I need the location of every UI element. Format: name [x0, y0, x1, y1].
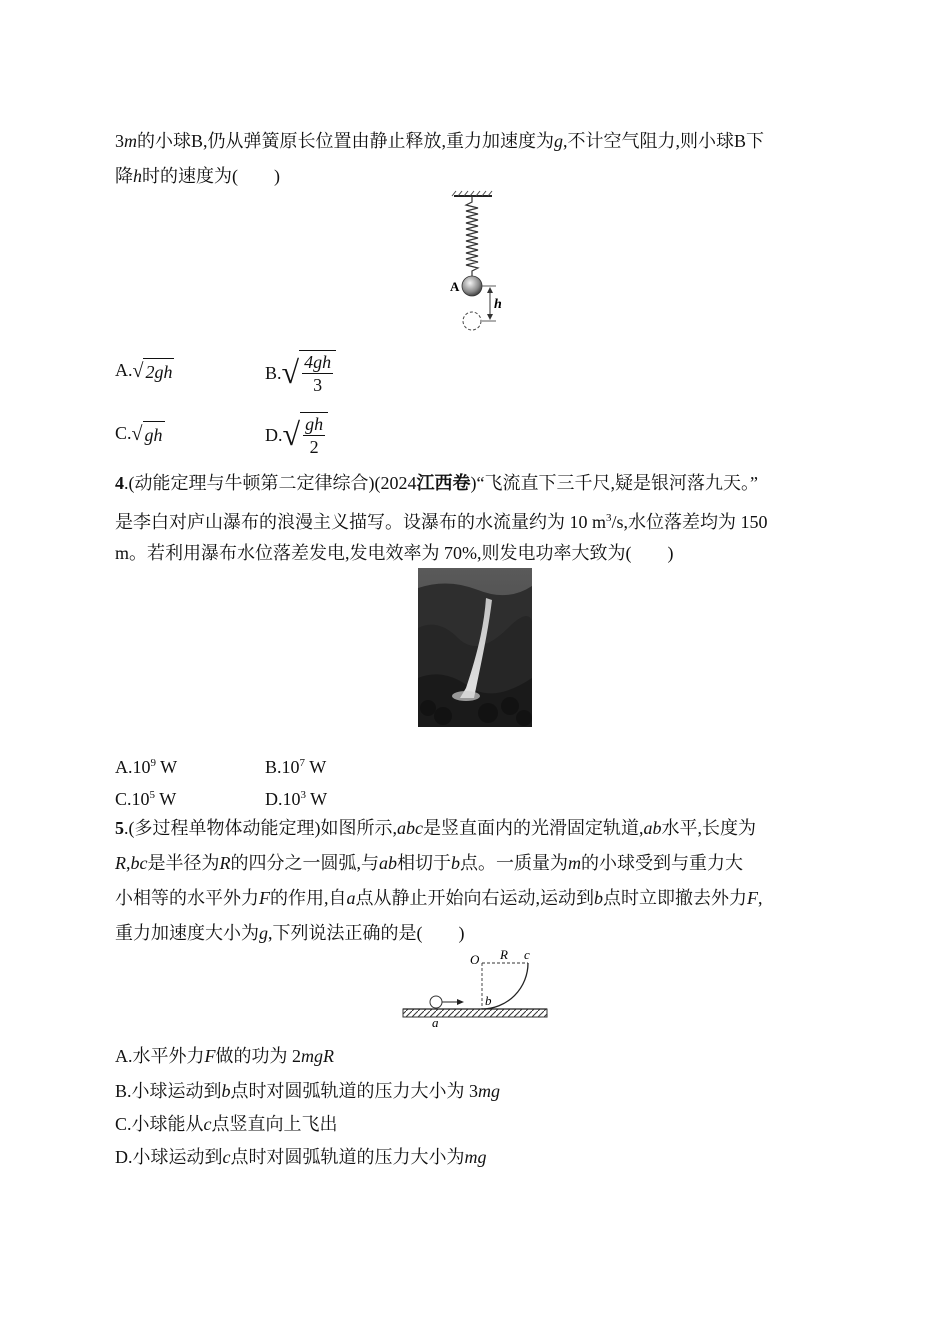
q5-text: 点从静止开始向右运动,运动到: [355, 888, 594, 908]
q3-stem-line-2: [115, 163, 280, 189]
q5-var: abc: [397, 818, 423, 838]
force-arrow-icon: [457, 999, 464, 1005]
q5-option-a[interactable]: [115, 1043, 334, 1069]
q5-text: 是竖直面内的光滑固定轨道,: [423, 818, 644, 838]
q5-var: R: [219, 853, 231, 873]
q5-var: bc: [130, 853, 148, 873]
q5-option-d[interactable]: [115, 1144, 487, 1170]
option-text: B.小球运动到: [115, 1081, 222, 1101]
option-unit: W: [155, 789, 177, 809]
q4-text: )“飞流直下三千尺,疑是银河落九天。”: [470, 473, 758, 493]
q4-option-b[interactable]: [265, 750, 326, 780]
fraction-denominator: 3: [313, 375, 323, 395]
q5-text: .(多过程单物体动能定理)如图所示,: [124, 818, 397, 838]
q5-option-b[interactable]: [115, 1078, 500, 1104]
q4-option-d[interactable]: [265, 782, 327, 812]
q3-option-c[interactable]: [115, 420, 165, 448]
label-h: h: [494, 297, 502, 312]
q5-var: F: [259, 888, 270, 908]
q3-text: 降: [115, 166, 133, 186]
q4-text: .(动能定理与牛顿第二定律综合)(2024: [124, 473, 417, 493]
option-var: F: [204, 1046, 216, 1066]
q5-text: 的小球受到与重力大: [581, 853, 743, 873]
q5-text: 是半径为: [147, 853, 220, 873]
q5-var: ab: [379, 853, 397, 873]
option-label: A.: [115, 360, 133, 380]
q5-text: ,: [126, 853, 131, 873]
q5-stem-line-1: [115, 815, 756, 841]
radicand: 2gh: [143, 358, 174, 385]
q5-text: 重力加速度大小为: [115, 923, 259, 943]
option-text: D.小球运动到: [115, 1147, 223, 1167]
option-var: c: [222, 1147, 231, 1167]
label-a: a: [432, 1015, 439, 1030]
option-exponent: 5: [149, 789, 156, 801]
ground: [403, 1009, 547, 1017]
q5-stem-line-3: [115, 885, 763, 911]
q3-text: 的小球B,仍从弹簧原长位置由静止释放,重力加速度为: [137, 131, 555, 151]
option-unit: W: [156, 757, 178, 777]
fraction-denominator: 2: [309, 437, 319, 457]
small-ball: [430, 996, 442, 1008]
option-label: B.: [265, 363, 282, 383]
option-text: C.10: [115, 789, 150, 809]
q5-option-c[interactable]: [115, 1111, 338, 1137]
radicand: gh: [143, 421, 165, 448]
q5-text: 的作用,自: [270, 888, 347, 908]
q3-option-a[interactable]: [115, 357, 174, 385]
option-text: 做的功为 2: [215, 1046, 301, 1066]
q4-source: 江西卷: [416, 473, 471, 493]
q4-number: 4: [115, 473, 124, 493]
option-unit: W: [306, 789, 328, 809]
ball-a: [462, 276, 482, 296]
ball-dashed-position: [463, 312, 481, 330]
option-text: C.小球能从: [115, 1114, 204, 1134]
q4-stem-line-1: [115, 470, 758, 496]
q4-superscript: 3: [606, 512, 612, 524]
q3-text: 3: [115, 131, 124, 151]
option-label: C.: [115, 423, 132, 443]
label-c: c: [524, 947, 530, 962]
option-label: D.: [265, 425, 283, 445]
q5-stem-line-2: [115, 850, 743, 876]
q3-text: 时的速度为( ): [142, 166, 280, 186]
q3-var-g: g: [554, 131, 564, 151]
fraction-numerator: gh: [305, 414, 324, 434]
option-var: mgR: [301, 1046, 334, 1066]
q5-var: R: [115, 853, 126, 873]
q3-option-b[interactable]: [265, 350, 336, 396]
label-a: A: [450, 279, 460, 294]
option-exponent: 9: [150, 757, 156, 769]
q4-text: /s,水位落差均为 150: [611, 512, 768, 532]
q3-stem-line-1: [115, 128, 764, 154]
radical-sign-icon: √: [132, 360, 144, 383]
radical-sign-icon: √: [281, 354, 300, 390]
q5-var: ab: [643, 818, 662, 838]
waterfall-photo: [418, 568, 532, 727]
q5-text: 点时立即撤去外力: [603, 888, 747, 908]
q3-option-d[interactable]: [265, 412, 328, 458]
option-text: A.水平外力: [115, 1046, 205, 1066]
spring-ball-figure: [440, 190, 520, 340]
q5-var: a: [346, 888, 356, 908]
fraction-numerator: 4gh: [304, 352, 332, 372]
label-b: b: [485, 993, 492, 1008]
track-figure: [400, 945, 552, 1030]
q5-var: g: [259, 923, 268, 943]
q5-number: 5: [115, 818, 124, 838]
q5-text: 的四分之一圆弧,与: [230, 853, 379, 873]
option-text: 点竖直向上飞出: [211, 1114, 338, 1134]
radical-sign-icon: √: [131, 423, 143, 446]
q4-option-c[interactable]: [115, 782, 176, 812]
q4-stem-line-2: [115, 505, 768, 535]
q5-text: 水平,长度为: [661, 818, 756, 838]
option-text: 点时对圆弧轨道的压力大小为 3: [230, 1081, 479, 1101]
q4-text: m。若利用瀑布水位落差发电,发电效率为 70%,则发电功率大致为( ): [115, 543, 674, 563]
q3-var-h: h: [133, 166, 142, 186]
label-o: O: [470, 952, 480, 967]
q5-var: b: [594, 888, 603, 908]
option-var: mg: [464, 1147, 487, 1167]
q4-text: 是李白对庐山瀑布的浪漫主义描写。设瀑布的水流量约为 10 m: [115, 512, 606, 532]
label-r: R: [500, 947, 508, 962]
q5-text: 相切于: [397, 853, 451, 873]
option-unit: W: [305, 757, 327, 777]
q5-text: 点。一质量为: [460, 853, 568, 873]
option-var: c: [203, 1114, 212, 1134]
q5-text: ,: [758, 888, 763, 908]
q4-stem-line-3: [115, 540, 673, 566]
q3-var-m: m: [124, 131, 137, 151]
q5-text: 小相等的水平外力: [115, 888, 259, 908]
option-text: 点时对圆弧轨道的压力大小为: [230, 1147, 465, 1167]
option-exponent: 7: [299, 757, 306, 769]
option-text: D.10: [265, 789, 301, 809]
option-var: b: [221, 1081, 231, 1101]
q5-var: F: [747, 888, 758, 908]
q5-var: b: [451, 853, 460, 873]
radical-sign-icon: √: [282, 416, 301, 452]
q5-text: ,下列说法正确的是( ): [268, 923, 465, 943]
q3-text: ,不计空气阻力,则小球B下: [563, 131, 765, 151]
option-var: mg: [478, 1081, 501, 1101]
option-text: A.10: [115, 757, 151, 777]
q5-stem-line-4: [115, 920, 465, 946]
option-exponent: 3: [300, 789, 306, 801]
q5-var: m: [568, 853, 581, 873]
option-text: B.10: [265, 757, 300, 777]
q4-option-a[interactable]: [115, 750, 177, 780]
